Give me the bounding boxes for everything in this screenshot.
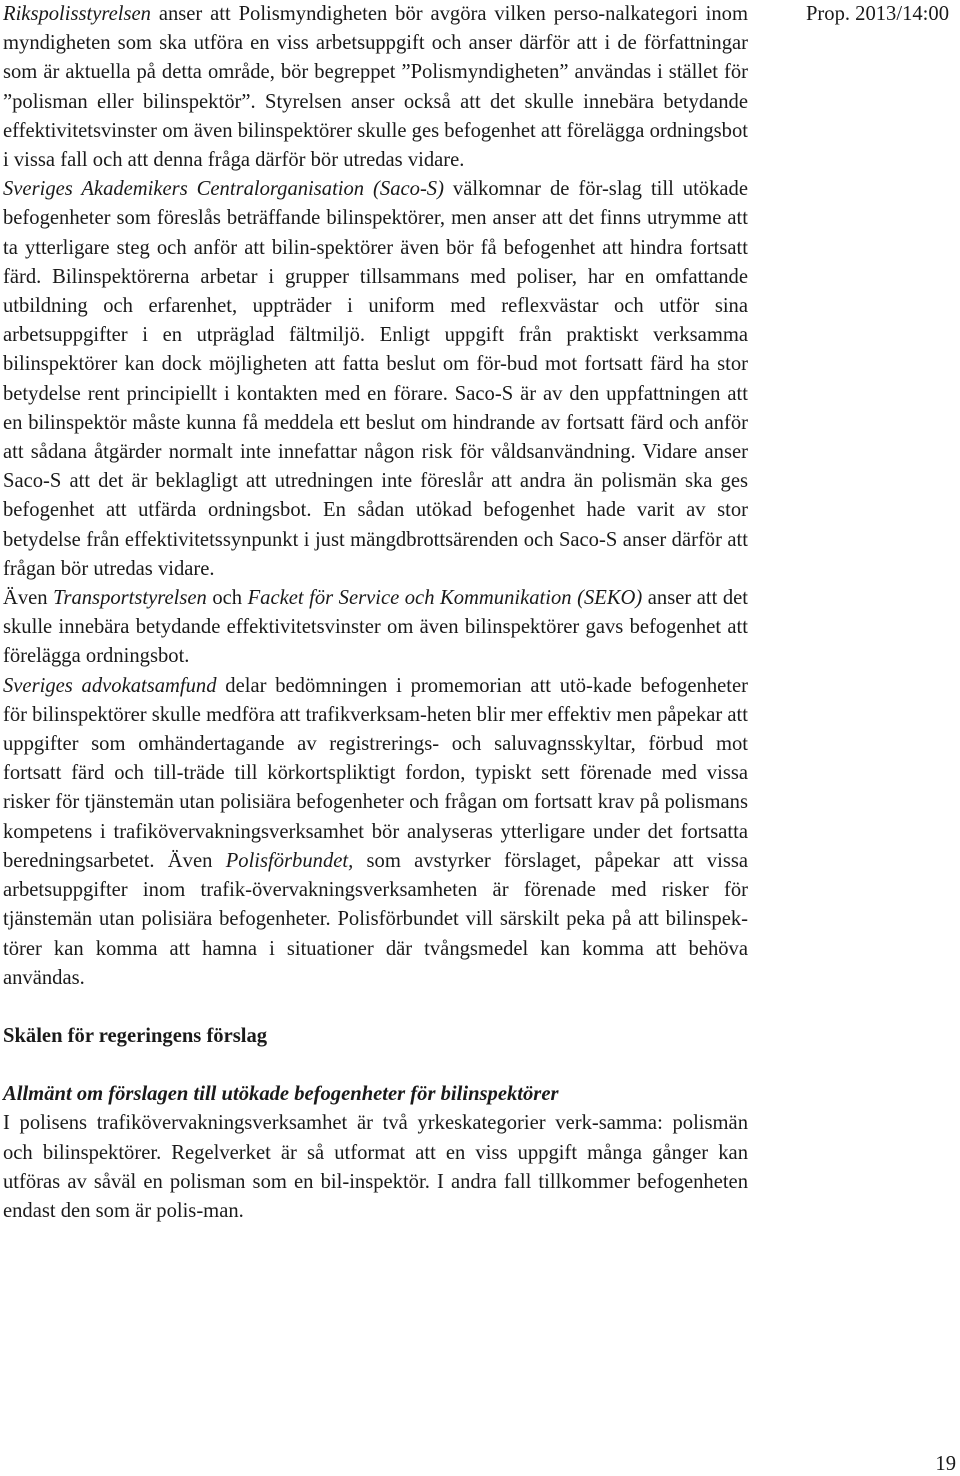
paragraph-text: delar bedömningen i promemorian att utö-kade befogenheter för bilinspektörer skulle medföra att trafikverksam-heten blir mer effektiv men påpekar att uppgifter som omhändertagande av registrerings- och saluvagnsskyltar, förbud mot fortsatt färd och till-träde till körkortspliktigt fordon, typiskt sett förenade med vissa risker för tjänstemän utan polisiära befogenheter och frågan om fortsatt krav på polismans kompetens i trafikövervakningsverksamhet bör analyseras ytterligare under det fortsatta beredningsarbetet. Även	[3, 674, 748, 872]
organization-name: Sveriges advokatsamfund	[3, 674, 217, 697]
paragraph-text: anser att Polismyndigheten bör avgöra vilken perso-nalkategori inom myndigheten som ska utföra en viss arbetsuppgift och anser därför att i de författningar som är aktuella på detta område, bör begreppet ”Polismyndigheten” användas i stället för ”polisman eller bilinspektör”. Styrelsen anser också att det skulle innebära betydande effektivitetsvinster om även bilinspektörer skulle ges befogenhet att förelägga ordningsbot i vissa fall och att denna fråga därför bör utredas vidare.	[3, 3, 748, 172]
paragraph-connector: och	[206, 587, 248, 610]
paragraph-prefix: Även	[3, 587, 54, 610]
organization-name: Transportstyrelsen	[53, 587, 207, 610]
organization-name: Rikspolisstyrelsen	[3, 3, 151, 25]
page-number: 19	[935, 1453, 956, 1475]
paragraph-text: anser att det skulle innebära betydande effektivitetsvinster om även bilinspektörer gavs befogenhet att förelägga ordningsbot.	[3, 587, 748, 668]
spacer	[3, 1051, 748, 1080]
paragraph-text: välkomnar de för-slag till utökade befogenheter som föreslås beträffande bilinspektörer, men anser att det finns utrymme att ta ytterligare steg och anför att bilin-spektörer även bör få befogenhet att hindra fortsatt färd. Bilinspektörerna arbetar i grupper tillsammans med poliser, har en omfattande utbildning och erfarenhet, uppträder i uniform med reflexvästar och utför sina arbetsuppgifter i en utpräglad fältmiljö. Enligt uppgift från praktiskt verksamma bilinspektörer kan dock möjligheten att fatta beslut om för-bud mot fortsatt färd ha stor betydelse rent principiellt i kontakten med en förare. Saco-S är av den uppfattningen att en bilinspektör måste kunna få meddela ett beslut om hindrande av fortsatt färd och anför att sådana åtgärder normalt inte innefattar någon risk för våldsanvändning. Vidare anser Saco-S att det är beklagligt att utredningen inte föreslår att andra än polismän ska ges befogenhet att utfärda ordningsbot. En sådan utökad befogenhet hade varit av stor betydelse från effektivitetssynpunkt i just mängdbrottsärenden och Saco-S anser därför att frågan bör utredas vidare.	[3, 178, 748, 580]
paragraph-section-body: I polisens trafikövervakningsverksamhet är två yrkeskategorier verk-samma: polismän och bilinspektörer. Regelverket är så utformat att en viss uppgift många gånger kan utföras av såväl en polisman som en bil-inspektör. I andra fall tillkommer befogenheten endast den som är polis-man.	[3, 1112, 748, 1222]
organization-name: Polisförbundet,	[225, 849, 354, 872]
paragraph-advokatsamfund	[3, 672, 748, 993]
paragraph-saco-s	[3, 175, 748, 584]
organization-name: Facket för Service och Kommunikation (SEKO)	[247, 587, 643, 610]
proposition-reference: Prop. 2013/14:00	[805, 3, 949, 25]
organization-name: Sveriges Akademikers Centralorganisation (Saco-S)	[3, 178, 444, 201]
paragraph-rikspolisstyrelsen	[3, 0, 748, 175]
paragraph-text: som avstyrker förslaget, påpekar att vissa arbetsuppgifter inom trafik-övervakningsverksamheten är förenade med risker för tjänstemän utan polisiära befogenheter. Polisförbundet vill särskilt peka på att bilinspek-törer kan komma att hamna i situationer där tvångsmedel kan komma att behöva användas.	[3, 849, 748, 989]
document-body	[3, 0, 748, 1226]
subsection-heading: Allmänt om förslagen till utökade befogenheter för bilinspektörer	[3, 1083, 559, 1106]
spacer	[3, 993, 748, 1022]
paragraph-transportstyrelsen	[3, 584, 748, 672]
section-heading: Skälen för regeringens förslag	[3, 1024, 268, 1047]
